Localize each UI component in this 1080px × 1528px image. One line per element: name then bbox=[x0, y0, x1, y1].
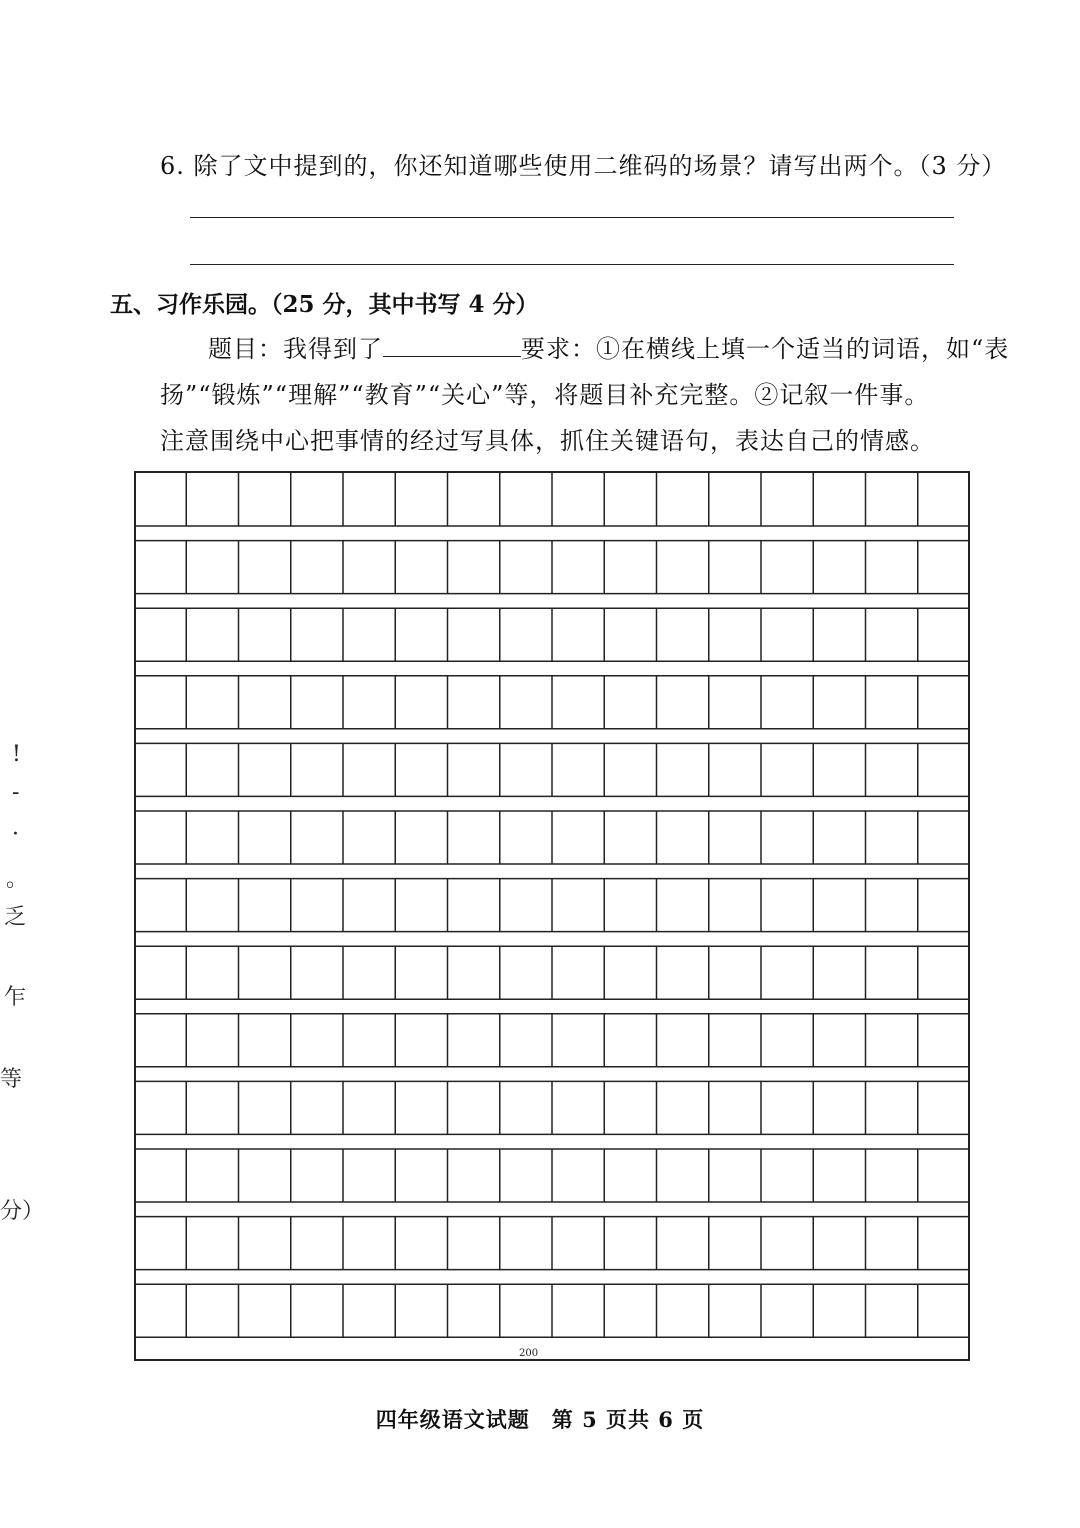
margin-fragment: 等 bbox=[0, 1067, 23, 1092]
word-count-marker: 200 bbox=[519, 1348, 539, 1359]
answer-line-2[interactable] bbox=[190, 264, 954, 265]
margin-fragment: 分） bbox=[0, 1199, 45, 1224]
prompt-line-1 bbox=[208, 326, 1009, 372]
question-6: 6. 除了文中提到的，你还知道哪些使用二维码的场景？请写出两个。（3 分） bbox=[160, 152, 1007, 180]
page-footer: 四年级语文试题 第 5 页共 6 页 bbox=[375, 1407, 705, 1432]
answer-line-1[interactable] bbox=[190, 217, 954, 218]
topic-requirements: 要求：①在横线上填一个适当的词语，如“表 bbox=[521, 335, 1010, 363]
composition-grid[interactable] bbox=[134, 471, 970, 1361]
topic-prefix: 题目：我得到了 bbox=[208, 335, 383, 363]
margin-fragment: · bbox=[12, 822, 19, 847]
prompt-line-2: 扬”“锻炼”“理解”“教育”“关心”等，将题目补充完整。②记叙一件事。 bbox=[160, 381, 930, 409]
grid-lines bbox=[134, 473, 970, 1337]
topic-blank[interactable] bbox=[383, 332, 521, 357]
margin-fragment: 乏 bbox=[4, 905, 27, 930]
margin-fragment: - bbox=[12, 780, 20, 805]
margin-fragment: 。 bbox=[6, 867, 29, 892]
margin-fragment: ! bbox=[12, 742, 21, 767]
section-title: 五、习作乐园。（25 分，其中书写 4 分） bbox=[110, 291, 539, 318]
margin-fragment: 乍 bbox=[4, 985, 27, 1010]
prompt-line-3: 注意围绕中心把事情的经过写具体，抓住关键语句，表达自己的情感。 bbox=[160, 427, 935, 455]
